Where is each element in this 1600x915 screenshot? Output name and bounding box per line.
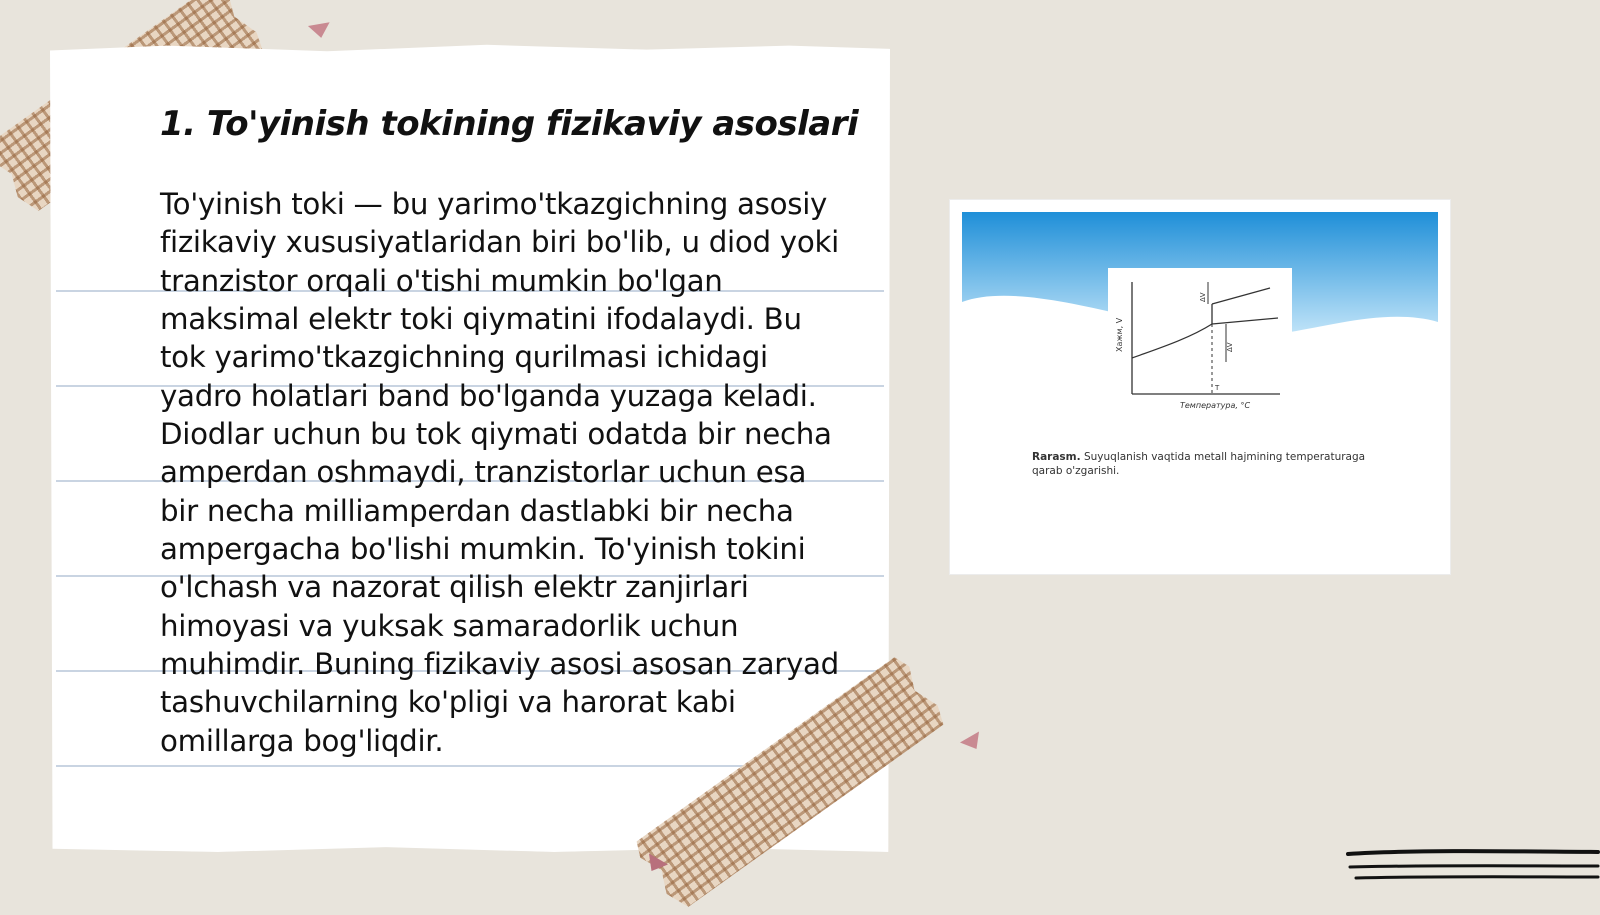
decorative-brush-lines [1346,846,1600,886]
figure-caption-label: Rarasm. [1032,451,1081,463]
figure-caption [1032,450,1372,478]
figure-caption-text: Suyuqlanish vaqtida metall hajmining temperaturaga qarab o'zgarishi. [1032,451,1366,477]
melting-temperature-label: T [1215,384,1220,392]
slide-body-text: To'yinish toki — bu yarimo'tkazgichning asosiy fizikaviy xususiyatlaridan biri bo'lib, u diod yoki tranzistor orqali o'tishi mumkin bo'lgan maksimal elektr toki qiymatini ifodalaydi. Bu tok yarimo'tkazgichning qurilmasi ichidagi yadro holatlari band bo'lganda yuzaga keladi. Diodlar uchun bu tok qiymati odatda bir necha amperdan oshmaydi, tranzistorlar uchun esa bir necha milliamperdan dastlabki bir necha ampergacha bo'lishi mumkin. To'yinish tokini o'lchash va nazorat qilish elektr zanjirlari himoyasi va yuksak samaradorlik uchun muhimdir. Buning fizikaviy asosi asosan zaryad tashuvchilarning ko'pligi va harorat kabi omillarga bog'liqdir. [160,187,839,758]
delta-v-bottom-label: ΔV [1226,342,1234,352]
figure-image [950,200,1450,574]
x-axis-label: Температура, °С [1180,401,1251,410]
volume-temperature-graph [950,200,1450,574]
tape-pin-icon [308,22,332,40]
y-axis-label: Хажм, V [1115,317,1124,352]
slide-title: 1. To'yinish tokining fizikaviy asoslari [160,104,859,144]
delta-v-top-label: ΔV [1199,292,1207,302]
tape-pin-icon [960,731,986,754]
